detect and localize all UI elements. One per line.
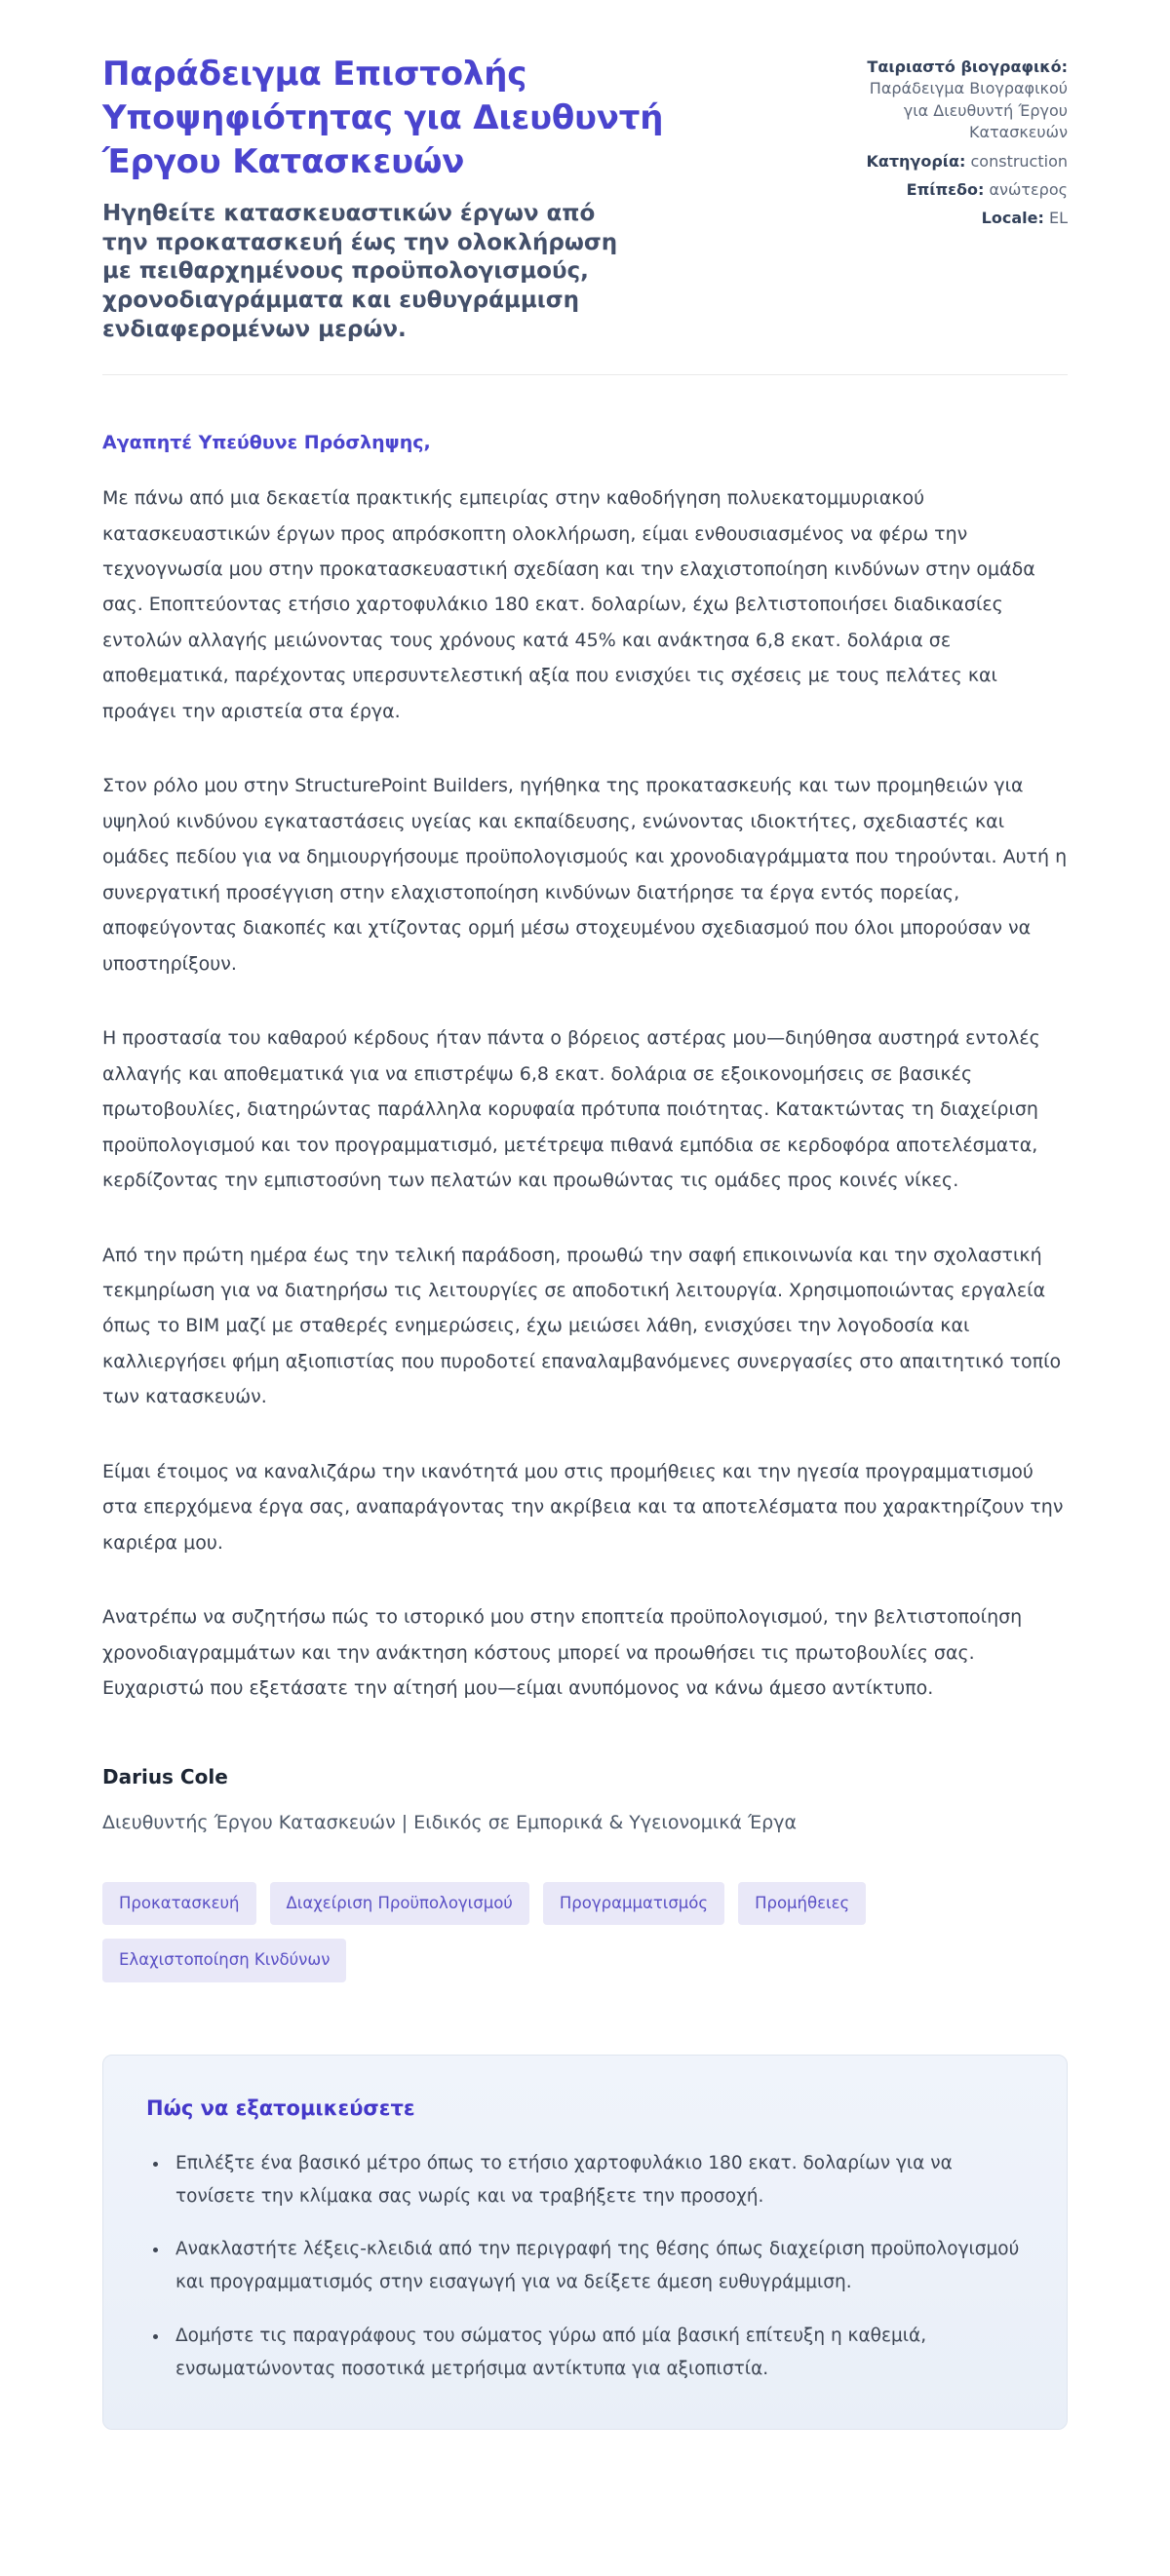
meta-row [861, 57, 1068, 144]
signature-name: Darius Cole [102, 1764, 228, 1788]
meta-row [861, 208, 1068, 229]
meta-label: Locale: [981, 209, 1044, 228]
letter-paragraph: Ανατρέπω να συζητήσω πώς το ιστορικό μου στην εποπτεία προϋπολογισμού, την βελτιστοποίηση χρονοδιαγραμμάτων και την ανάκτηση κόστους μπορεί να προωθήσει τις πρωτοβουλίες σας. Ευχαριστώ που εξετάσατε την αίτησή μου—είμαι ανυπόμονος να κάνω άμεσο αντίκτυπο. [102, 1606, 1023, 1700]
page-title: Παράδειγμα Επιστολής Υποψηφιότητας για Διευθυντή Έργου Κατασκευών [102, 55, 664, 181]
customization-tips-list [146, 2147, 1024, 2386]
letter-paragraph: Η προστασία του καθαρού κέρδους ήταν πάντα ο βόρειος αστέρας μου—διηύθησα αυστηρά εντολές αλλαγής και αποθεματικά για να επιστρέψω 6,8 εκατ. δολάρια σε εξοικονομήσεις σε βασικές πρωτοβουλίες, διατηρώντας παράλληλα κορυφαία πρότυπα ποιότητας. Κατακτώντας τη διαχείριση προϋπολογισμού και τον προγραμματισμό, μετέτρεψα πιθανά εμπόδια σε κερδοφόρα αποτελέσματα, κερδίζοντας την εμπιστοσύνη των πελατών και προωθώντας τις ομάδες προς κοινές νίκες. [102, 1027, 1040, 1192]
customization-tip: • Επιλέξτε ένα βασικό μέτρο όπως το ετήσιο χαρτοφυλάκιο 180 εκατ. δολαρίων για να τονίσετε την κλίμακα σας νωρίς και να τραβήξετε την προσοχή. [170, 2147, 1024, 2213]
page-container [102, 0, 1068, 2500]
meta-row [861, 151, 1068, 173]
header-text-block [102, 53, 822, 345]
meta-label: Επίπεδο: [906, 179, 985, 199]
customize-panel [102, 2055, 1068, 2430]
letter-paragraph: Είμαι έτοιμος να καναλιζάρω την ικανότητά μου στις προμήθειες και την ηγεσία προγραμματισμού στα επερχόμενα έργα σας, αναπαράγοντας την ακρίβεια και τα αποτελέσματα που χαρακτηρίζουν την καριέρα μου. [102, 1460, 1064, 1554]
letter-paragraphs [102, 481, 1068, 1707]
tag-chip[interactable]: Προμήθειες [738, 1882, 866, 1926]
page-subtitle: Ηγηθείτε κατασκευαστικών έργων από την προκατασκευή έως την ολοκλήρωση με πειθαρχημένους προϋπολογισμούς, χρονοδιαγράμματα και ευθυγράμμιση ενδιαφερομένων μερών. [102, 200, 618, 343]
meta-value: construction [970, 151, 1068, 171]
meta-label: Κατηγορία: [866, 151, 966, 171]
letter-paragraph: Στον ρόλο μου στην StructurePoint Builders, ηγήθηκα της προκατασκευής και των προμηθειών για υψηλού κινδύνου εγκαταστάσεις υγείας και εκπαίδευσης, ενώνοντας ιδιοκτήτες, σχεδιαστές και ομάδες πεδίου για να δημιουργήσουμε προϋπολογισμούς και χρονοδιαγράμματα που τηρούνται. Αυτή η συνεργατική προσέγγιση στην ελαχιστοποίηση κινδύνων διατήρησε τα έργα εντός πορείας, αποφεύγοντας διακοπές και χτίζοντας ορμή μέσω στοχευμένου σχεδιασμού που όλοι μπορούσαν να υποστηρίξουν. [102, 775, 1068, 975]
header [102, 53, 1068, 345]
customization-tip: • Δομήστε τις παραγράφους του σώματος γύρω από μία βασική επίτευξη η καθεμιά, ενσωματώνοντας ποσοτικά μετρήσιμα αντίκτυπα για αξιοπιστία. [170, 2320, 1024, 2386]
letter-paragraph: Με πάνω από μια δεκαετία πρακτικής εμπειρίας στην καθοδήγηση πολυεκατομμυριακού κατασκευαστικών έργων προς απρόσκοπτη ολοκλήρωση, είμαι ενθουσιασμένος να φέρω την τεχνογνωσία μου στην προκατασκευαστική σχεδίαση και την ελαχιστοποίηση κινδύνων στην ομάδα σας. Εποπτεύοντας ετήσιο χαρτοφυλάκιο 180 εκατ. δολαρίων, έχω βελτιστοποιήσει διαδικασίες εντολών αλλαγής μειώνοντας τους χρόνους κατά 45% και ανάκτησα 6,8 εκατ. δολάρια σε αποθεματικά, παρέχοντας υπερσυντελεστική αξία που ενισχύει τις σχέσεις με τους πελάτες και προάγει την αριστεία στα έργα. [102, 487, 1035, 722]
meta-row [861, 179, 1068, 201]
customize-panel-title: Πώς να εξατομικεύσετε [146, 2095, 415, 2120]
letter-paragraph: Από την πρώτη ημέρα έως την τελική παράδοση, προωθώ την σαφή επικοινωνία και την σχολαστική τεκμηρίωση για να διατηρήσω τις λειτουργίες σε αποδοτική λειτουργία. Χρησιμοποιώντας εργαλεία όπως το BIM μαζί με σταθερές ενημερώσεις, έχω μειώσει λάθη, ενισχύσει την λογοδοσία και καλλιεργήσει φήμη αξιοπιστίας που πυροδοτεί επαναλαμβανόμενες συνεργασίες στο απαιτητικό τοπίο των κατασκευών. [102, 1244, 1062, 1408]
tag-chip[interactable]: Ελαχιστοποίηση Κινδύνων [102, 1939, 346, 1982]
meta-value: EL [1048, 209, 1068, 228]
letter-greeting: Αγαπητέ Υπεύθυνε Πρόσληψης, [102, 432, 431, 454]
customization-tip: • Ανακλαστήτε λέξεις-κλειδιά από την περιγραφή της θέσης όπως διαχείριση προϋπολογισμού και προγραμματισμός στην εισαγωγή για να δείξετε άμεση ευθυγράμμιση. [170, 2233, 1024, 2299]
meta-label: Ταιριαστό βιογραφικό: [867, 58, 1068, 76]
tag-list [102, 1882, 1068, 1982]
meta-value: Παράδειγμα Βιογραφικού για Διευθυντή Έργου Κατασκευών [869, 79, 1068, 142]
signature-block [102, 1765, 1068, 1833]
tag-chip[interactable]: Προκατασκευή [102, 1882, 256, 1926]
signature-role: Διευθυντής Έργου Κατασκευών | Ειδικός σε Εμπορικά & Υγειονομικά Έργα [102, 1811, 797, 1833]
header-divider [102, 374, 1068, 375]
meta-value: ανώτερος [989, 179, 1068, 199]
tag-chip[interactable]: Προγραμματισμός [543, 1882, 724, 1926]
tag-chip[interactable]: Διαχείριση Προϋπολογισμού [270, 1882, 529, 1926]
meta-panel [861, 53, 1068, 237]
letter-body [102, 432, 1068, 2430]
